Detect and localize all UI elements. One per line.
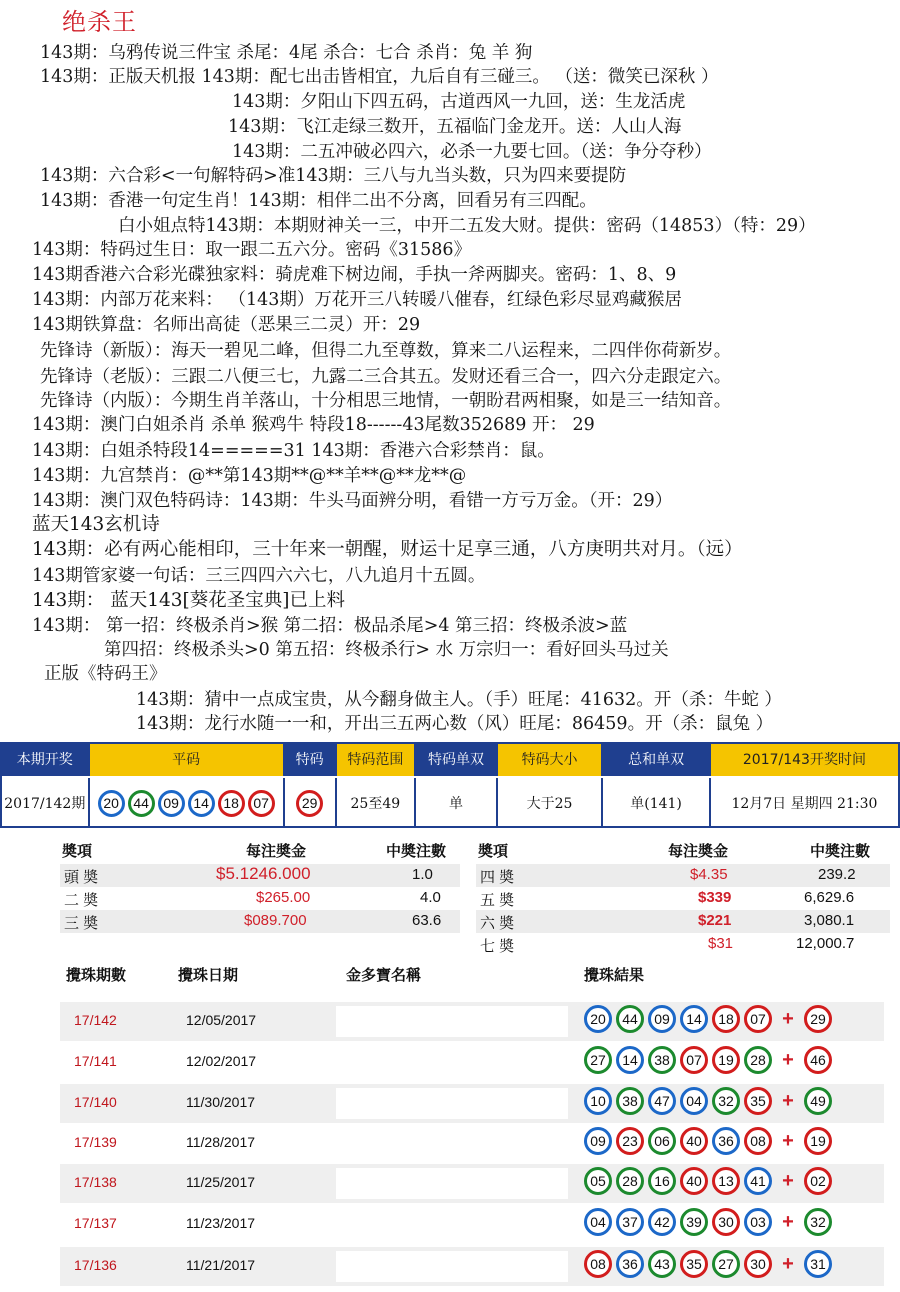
prize-row: [60, 887, 460, 910]
prediction-line: 143期管家婆一句话：三三四四六六七，八九追月十五圆。: [32, 566, 486, 586]
history-period: 17/141: [74, 1053, 117, 1069]
prediction-line: 蓝天143玄机诗: [32, 514, 160, 535]
number-ball: 04: [584, 1208, 612, 1236]
prize-name: 六 奬: [480, 915, 515, 932]
history-name-cell: [336, 1006, 568, 1037]
prize-amount: $089.700: [244, 912, 307, 929]
number-ball: 36: [616, 1250, 644, 1278]
history-date: 12/02/2017: [186, 1053, 257, 1069]
prediction-line: 143期：澳门白姐杀肖 杀单 猴鸡牛 特段18------43尾数352689 开： 29: [32, 415, 595, 435]
number-ball: 18: [218, 790, 245, 817]
prize-winners-header: 中奬注數: [810, 843, 871, 860]
number-ball: 20: [98, 790, 125, 817]
header-cell: 平码: [90, 744, 285, 776]
prediction-line: 第四招：终极杀头>0 第五招：终极杀行> 水 万宗归一：看好回头马过关: [104, 640, 669, 660]
prize-amount-header: 每注奬金: [246, 843, 307, 860]
plus-sign: +: [782, 1210, 794, 1233]
number-ball: 28: [744, 1046, 772, 1074]
prize-name: 四 奬: [480, 869, 515, 886]
prize-row: [476, 864, 890, 887]
prediction-line: 143期： 蓝天143[葵花圣宝典]已上料: [32, 590, 345, 611]
prediction-line: 143期：正版天机报 143期：配七出击皆相宜，九后自有三碰三。 （送：微笑已深秋 ）: [40, 67, 719, 87]
number-ball: 07: [248, 790, 275, 817]
number-ball: 30: [744, 1250, 772, 1278]
history-row: [60, 1084, 884, 1123]
number-ball: 14: [188, 790, 215, 817]
page-title: 绝杀王: [62, 8, 137, 36]
prize-name: 五 奬: [480, 892, 515, 909]
prize-winners: 12,000.7: [796, 935, 855, 952]
prize-amount: $4.35: [690, 866, 728, 883]
number-ball: 40: [680, 1127, 708, 1155]
history-name-cell: [336, 1251, 568, 1282]
draw-result-header: [2, 744, 898, 776]
prize-table-header: [60, 836, 890, 864]
history-date: 11/30/2017: [186, 1094, 256, 1110]
prediction-line: 143期：飞江走绿三数开，五福临门金龙开。送：人山人海: [228, 117, 682, 137]
history-name-cell: [336, 1168, 568, 1199]
prediction-line: 143期：九宫禁肖：@**第143期**@**羊**@**龙**@: [32, 466, 467, 486]
prize-row: [476, 910, 890, 933]
plus-sign: +: [782, 1169, 794, 1192]
header-cell: 特码大小: [498, 744, 604, 776]
plus-sign: +: [782, 1129, 794, 1152]
history-result-balls: [584, 1087, 832, 1115]
history-period: 17/137: [74, 1215, 117, 1231]
regular-numbers: [90, 778, 285, 828]
range-cell: 25至49: [337, 778, 417, 828]
period-cell: 2017/142期: [2, 778, 90, 828]
prize-item-header: 奬項: [62, 843, 93, 860]
prediction-line: 白小姐点特143期：本期财神关一三，中开二五发大财。提供：密码（14853）（特：29）: [118, 216, 816, 236]
prediction-line: 143期：必有两心能相印，三十年来一朝醒，财运十足享三通，八方庚明共对月。（远）: [32, 539, 743, 560]
history-result-header: 攪珠結果: [584, 966, 645, 984]
prize-row: [476, 933, 890, 956]
header-cell: 特码: [285, 744, 337, 776]
special-ball: 46: [804, 1046, 832, 1074]
prediction-line: 143期：内部万花来料： （143期）万花开三八转暖八催春，红绿色彩尽显鸡藏猴居: [32, 290, 682, 310]
prize-row: [60, 864, 460, 887]
prediction-line: 143期：夕阳山下四五码，古道西风一九回，送：生龙活虎: [232, 92, 686, 112]
history-row: [60, 1002, 884, 1041]
prediction-line: 143期：猜中一点成宝贵，从今翻身做主人。（手）旺尾：41632。开（杀：牛蛇 ）: [136, 690, 782, 710]
header-cell: 总和单双: [603, 744, 711, 776]
history-row: [60, 1124, 884, 1163]
number-ball: 08: [744, 1127, 772, 1155]
prize-amount: $31: [708, 935, 734, 952]
prize-winners: 3,080.1: [804, 912, 855, 929]
number-ball: 43: [648, 1250, 676, 1278]
history-result-balls: [584, 1208, 832, 1236]
special-ball: 29: [296, 790, 323, 817]
draw-result-row: [2, 778, 898, 828]
header-cell: 特码范围: [337, 744, 417, 776]
number-ball: 39: [680, 1208, 708, 1236]
special-ball: 02: [804, 1167, 832, 1195]
prize-name: 頭 奬: [64, 869, 99, 886]
number-ball: 23: [616, 1127, 644, 1155]
prize-winners: 4.0: [420, 889, 441, 906]
history-period: 17/138: [74, 1174, 117, 1190]
special-ball: 32: [804, 1208, 832, 1236]
prize-amount-header: 每注奬金: [668, 843, 729, 860]
prize-name: 二 奬: [64, 892, 99, 909]
prediction-line: 先锋诗（内版）：今期生肖羊落山，十分相思三地情，一朝盼君两相聚，如是三一结知音。: [40, 391, 732, 411]
history-period: 17/136: [74, 1257, 117, 1273]
history-date: 12/05/2017: [186, 1012, 257, 1028]
number-ball: 06: [648, 1127, 676, 1155]
prize-winners-header: 中奬注數: [386, 843, 447, 860]
history-period: 17/142: [74, 1012, 117, 1028]
number-ball: 13: [712, 1167, 740, 1195]
history-name-cell: [336, 1128, 568, 1159]
prediction-line: 先锋诗（老版）：三跟二八便三七，九露二三合其五。发财还看三合一，四六分走跟定六。: [40, 367, 732, 387]
history-date: 11/28/2017: [186, 1134, 256, 1150]
history-result-balls: [584, 1046, 832, 1074]
history-result-balls: [584, 1167, 832, 1195]
number-ball: 30: [712, 1208, 740, 1236]
prize-winners: 63.6: [412, 912, 442, 929]
number-ball: 10: [584, 1087, 612, 1115]
history-row: [60, 1247, 884, 1286]
header-cell: 本期开奖: [2, 744, 90, 776]
number-ball: 27: [584, 1046, 612, 1074]
prediction-line: 143期：乌鸦传说三件宝 杀尾：4尾 杀合：七合 杀肖：兔 羊 狗: [40, 43, 533, 63]
prediction-line: 143期铁算盘：名师出高徒（恶果三二灵）开：29: [32, 315, 421, 335]
prize-amount: $265.00: [256, 889, 311, 906]
prize-amount: $5.1246.000: [216, 864, 311, 883]
number-ball: 32: [712, 1087, 740, 1115]
plus-sign: +: [782, 1252, 794, 1275]
history-date: 11/23/2017: [186, 1215, 256, 1231]
plus-sign: +: [782, 1089, 794, 1112]
history-date: 11/25/2017: [186, 1174, 256, 1190]
number-ball: 35: [744, 1087, 772, 1115]
number-ball: 09: [158, 790, 185, 817]
number-ball: 35: [680, 1250, 708, 1278]
history-result-balls: [584, 1005, 832, 1033]
number-ball: 20: [584, 1005, 612, 1033]
number-ball: 38: [648, 1046, 676, 1074]
number-ball: 44: [128, 790, 155, 817]
prize-name: 三 奬: [64, 915, 99, 932]
sum-odd-even-cell: 单(141): [603, 778, 711, 828]
prediction-line: 143期： 第一招：终极杀肖>猴 第二招：极品杀尾>4 第三招：终极杀波>蓝: [32, 616, 628, 636]
history-row: [60, 1164, 884, 1203]
history-period: 17/140: [74, 1094, 117, 1110]
prize-amount: $221: [698, 912, 732, 929]
draw-time-cell: 12月7日 星期四 21:30: [731, 796, 878, 812]
prize-table: [60, 836, 890, 955]
plus-sign: +: [782, 1048, 794, 1071]
prediction-line: 143期：白姐杀特段14=====31 143期：香港六合彩禁肖：鼠。: [32, 441, 555, 461]
prediction-line: 正版《特码王》: [44, 664, 167, 684]
number-ball: 09: [584, 1127, 612, 1155]
prediction-line: 143期：香港一句定生肖！143期：相伴二出不分离，回看另有三四配。: [40, 191, 597, 211]
prize-winners: 6,629.6: [804, 889, 855, 906]
number-ball: 47: [648, 1087, 676, 1115]
history-row: [60, 1205, 884, 1244]
number-ball: 40: [680, 1167, 708, 1195]
prediction-line: 143期：龙行水随一一和，开出三五两心数（风）旺尾：86459。开（杀：鼠兔 ）: [136, 714, 774, 734]
number-ball: 09: [648, 1005, 676, 1033]
draw-result-table: [0, 742, 900, 828]
prize-row: [476, 887, 890, 910]
number-ball: 08: [584, 1250, 612, 1278]
special-ball: 29: [804, 1005, 832, 1033]
prize-amount: $339: [698, 889, 732, 906]
special-ball: 19: [804, 1127, 832, 1155]
prize-item-header: 奬項: [478, 843, 509, 860]
number-ball: 28: [616, 1167, 644, 1195]
number-ball: 38: [616, 1087, 644, 1115]
number-ball: 16: [648, 1167, 676, 1195]
number-ball: 18: [712, 1005, 740, 1033]
history-period-header: 攪珠期數: [66, 966, 127, 984]
number-ball: 37: [616, 1208, 644, 1236]
history-name-header: 金多寶名稱: [346, 966, 422, 984]
prize-name: 七 奬: [480, 938, 515, 955]
history-name-cell: [336, 1047, 568, 1078]
number-ball: 27: [712, 1250, 740, 1278]
history-period: 17/139: [74, 1134, 117, 1150]
history-row: [60, 1043, 884, 1082]
prediction-line: 143期：特码过生日：取一跟二五六分。密码《31586》: [32, 240, 472, 260]
number-ball: 05: [584, 1167, 612, 1195]
prediction-line: 143期：二五冲破必四六，必杀一九要七回。（送：争分夺秒）: [232, 142, 712, 162]
prediction-line: 先锋诗（新版）：海天一碧见二峰，但得二九至尊数，算来二八运程来，二四伴你荷新岁。: [40, 341, 732, 361]
history-result-balls: [584, 1127, 832, 1155]
prize-row: [60, 910, 460, 933]
history-result-balls: [584, 1250, 832, 1278]
history-date: 11/21/2017: [186, 1257, 256, 1273]
number-ball: 41: [744, 1167, 772, 1195]
size-cell: 大于25: [498, 778, 604, 828]
header-cell: 特码单双: [416, 744, 498, 776]
history-date-header: 攪珠日期: [178, 966, 239, 984]
special-ball: 49: [804, 1087, 832, 1115]
number-ball: 19: [712, 1046, 740, 1074]
number-ball: 36: [712, 1127, 740, 1155]
odd-even-cell: 单: [416, 778, 498, 828]
prediction-line: 143期：六合彩<一句解特码>准143期：三八与九当头数，只为四来要提防: [40, 166, 627, 186]
number-ball: 07: [744, 1005, 772, 1033]
number-ball: 07: [680, 1046, 708, 1074]
number-ball: 04: [680, 1087, 708, 1115]
history-name-cell: [336, 1088, 568, 1119]
prediction-line: 143期香港六合彩光碟独家料：骑虎难下树边闹，手执一斧两脚夹。密码：1、8、9: [32, 265, 677, 285]
header-cell: 2017/143开奖时间: [711, 744, 898, 776]
number-ball: 14: [616, 1046, 644, 1074]
prediction-line: 143期：澳门双色特码诗：143期：牛头马面辨分明，看错一方亏万金。（开：29）: [32, 491, 673, 511]
special-number-cell: [285, 778, 337, 828]
prize-winners: 239.2: [818, 866, 856, 883]
prize-winners: 1.0: [412, 866, 433, 883]
number-ball: 42: [648, 1208, 676, 1236]
plus-sign: +: [782, 1007, 794, 1030]
history-name-cell: [336, 1209, 568, 1240]
special-ball: 31: [804, 1250, 832, 1278]
number-ball: 14: [680, 1005, 708, 1033]
number-ball: 03: [744, 1208, 772, 1236]
number-ball: 44: [616, 1005, 644, 1033]
